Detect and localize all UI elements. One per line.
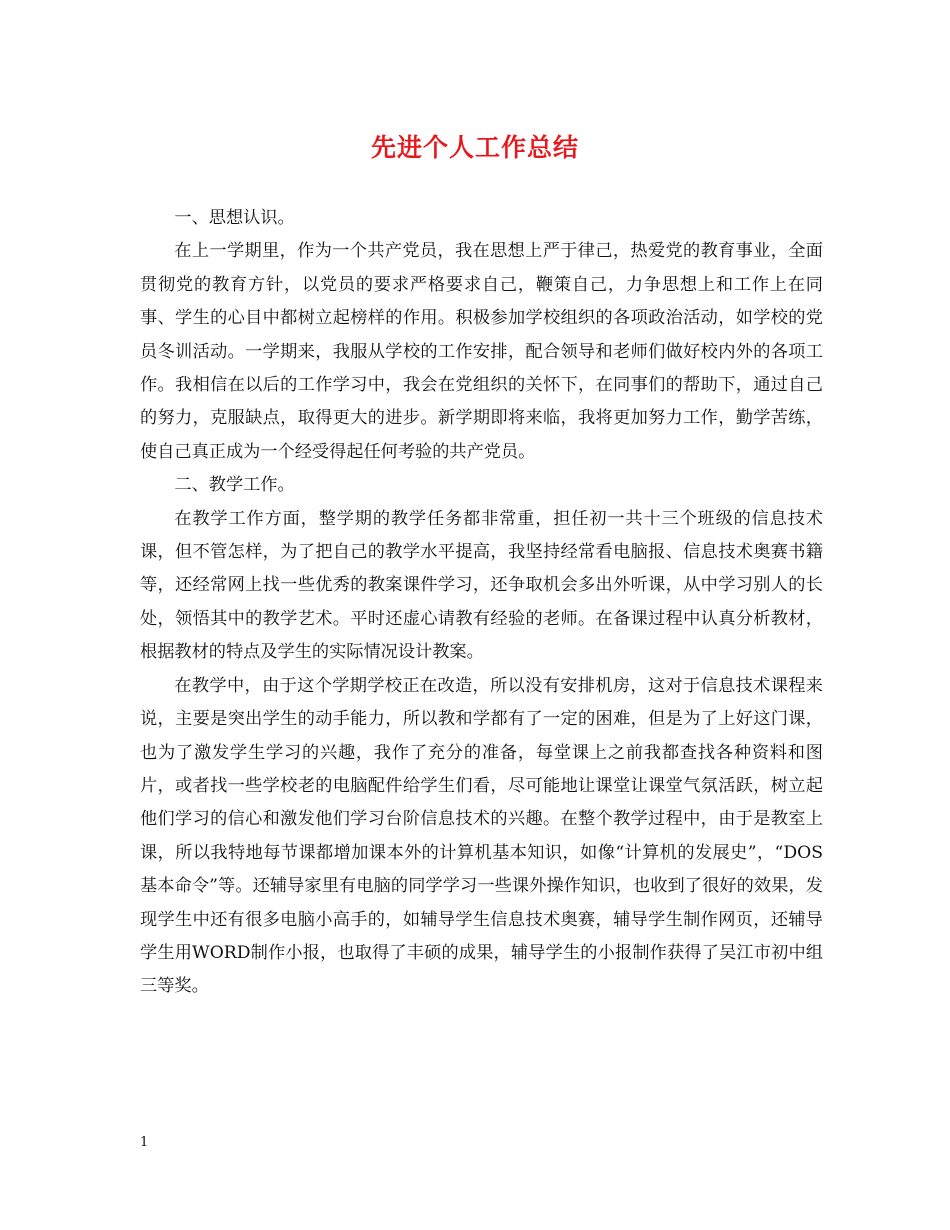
page-number: 1 <box>140 1135 149 1150</box>
document-body <box>140 202 823 1004</box>
section-heading-teaching: 二、教学工作。 <box>174 475 295 496</box>
paragraph-teaching-2: 在教学中，由于这个学期学校正在改造，所以没有安排机房，这对于信息技术课程来说，主要是突出学生的动手能力，所以教和学都有了一定的困难，但是为了上好这门课，也为了激发学生学习的兴趣，我作了充分的准备，每堂课上之前我都查找各种资料和图片，或者找一些学校老的电脑配件给学生们看，尽可能地让课堂让课堂气氛活跃，树立起他们学习的信心和激发他们学习台阶信息技术的兴趣。在整个教学过程中，由于是教室上课，所以我特地每节课都增加课本外的计算机基本知识，如像“计算机的发展史”，“DOS基本命令”等。还辅导家里有电脑的同学学习一些课外操作知识，也收到了很好的效果，发现学生中还有很多电脑小高手的，如辅导学生信息技术奥赛，辅导学生制作网页，还辅导学生用WORD制作小报，也取得了丰硕的成果，辅导学生的小报制作获得了吴江市初中组三等奖。 <box>140 675 823 997</box>
paragraph-teaching-1: 在教学工作方面，整学期的教学任务都非常重，担任初一共十三个班级的信息技术课，但不管怎样，为了把自己的教学水平提高，我坚持经常看电脑报、信息技术奥赛书籍等，还经常网上找一些优秀的教案课件学习，还争取机会多出外听课，从中学习别人的长处，领悟其中的教学艺术。平时还虚心请教有经验的老师。在备课过程中认真分析教材，根据教材的特点及学生的实际情况设计教案。 <box>140 508 823 663</box>
paragraph-thought: 在上一学期里，作为一个共产党员，我在思想上严于律己，热爱党的教育事业，全面贯彻党的教育方针，以党员的要求严格要求自己，鞭策自己，力争思想上和工作上在同事、学生的心目中都树立起榜样的作用。积极参加学校组织的各项政治活动，如学校的党员冬训活动。一学期来，我服从学校的工作安排，配合领导和老师们做好校内外的各项工作。我相信在以后的工作学习中，我会在党组织的关怀下，在同事们的帮助下，通过自己的努力，克服缺点，取得更大的进步。新学期即将来临，我将更加努力工作，勤学苦练，使自己真正成为一个经受得起任何考验的共产党员。 <box>140 241 823 462</box>
section-heading-thought: 一、思想认识。 <box>174 208 295 228</box>
document-title: 先进个人工作总结 <box>370 133 579 162</box>
